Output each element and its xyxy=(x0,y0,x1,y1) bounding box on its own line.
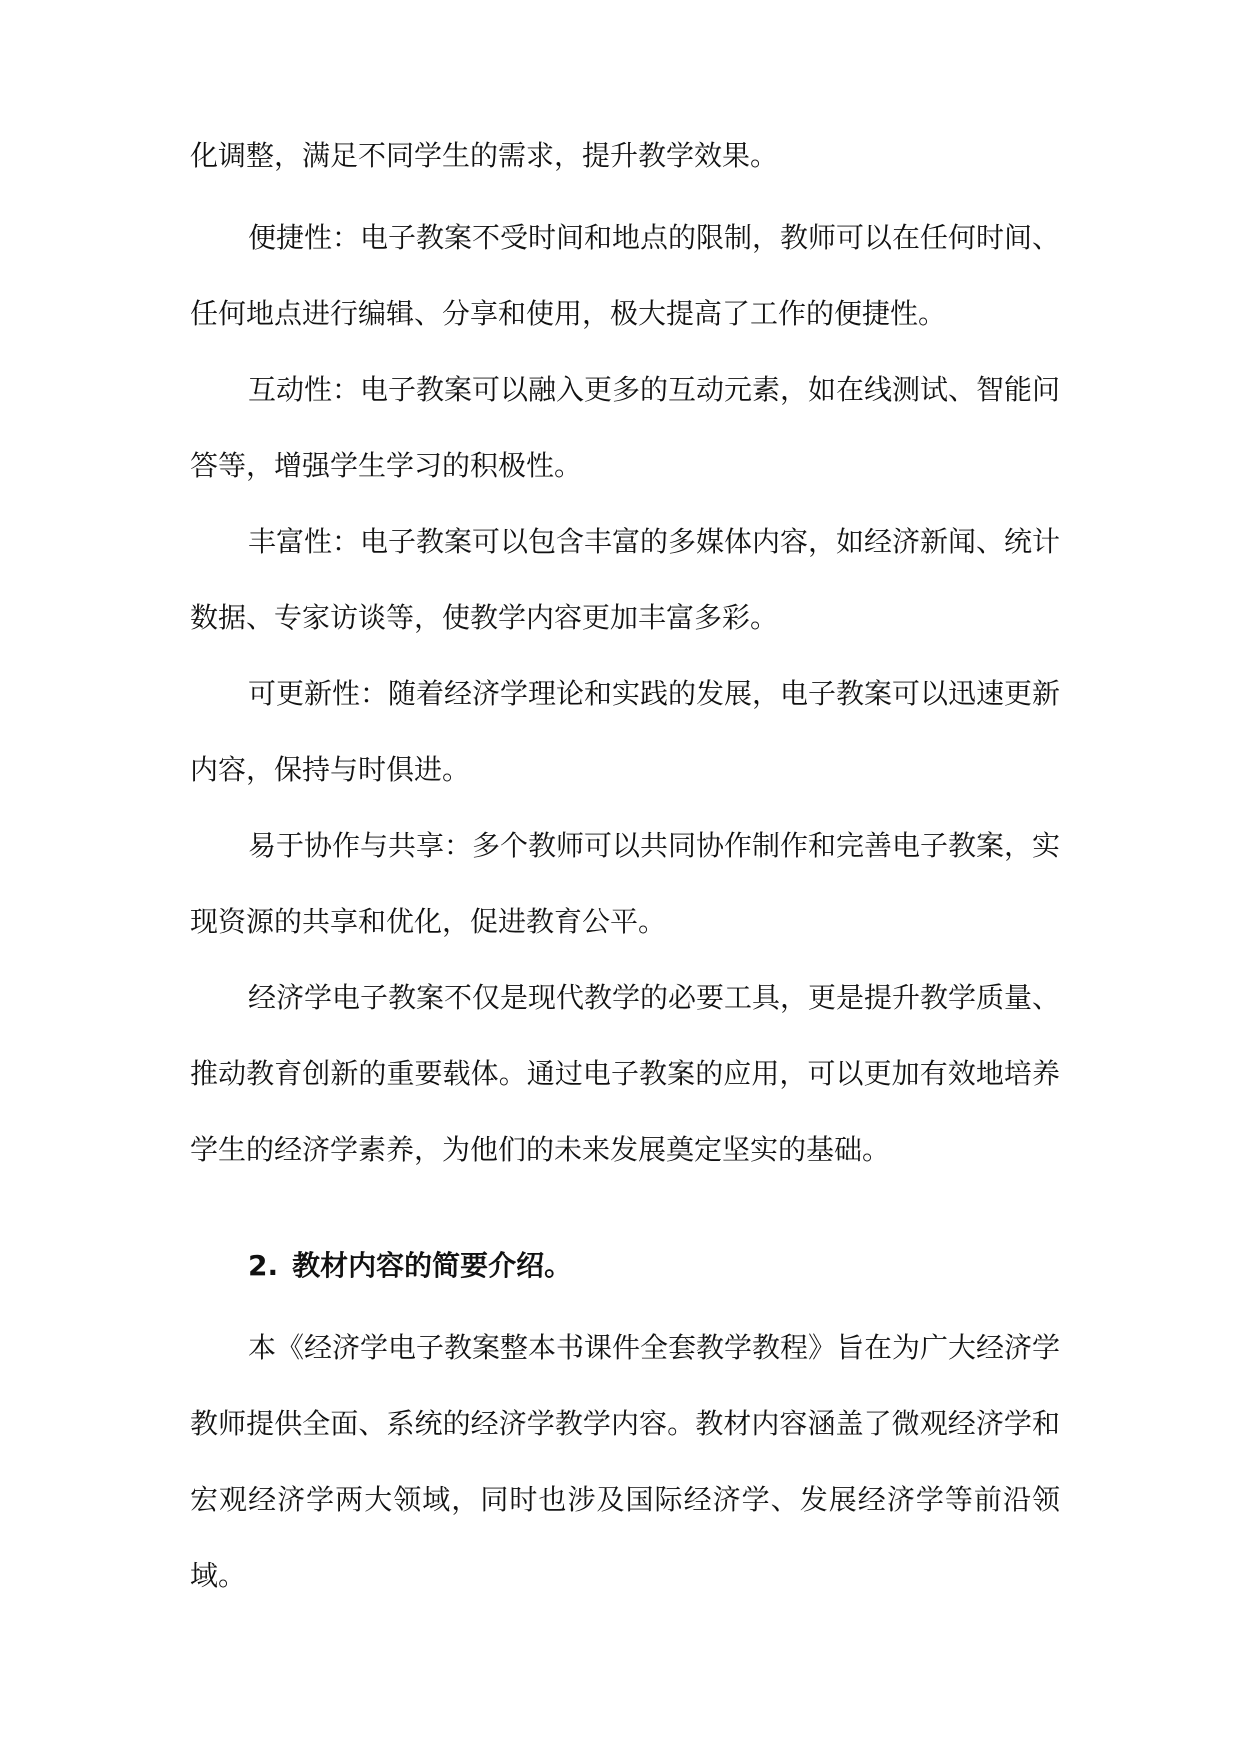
paragraph-interactivity: 互动性：电子教案可以融入更多的互动元素，如在线测试、智能问答等，增强学生学习的积极性。 xyxy=(190,373,1061,482)
section-heading xyxy=(248,1228,1048,1304)
section-title: 教材内容的简要介绍。 xyxy=(292,1249,573,1282)
paragraph-continuation: 化调整，满足不同学生的需求，提升教学效果。 xyxy=(190,139,779,172)
paragraph-updatability: 可更新性：随着经济学理论和实践的发展，电子教案可以迅速更新内容，保持与时俱进。 xyxy=(190,677,1061,786)
paragraph-collaboration: 易于协作与共享：多个教师可以共同协作制作和完善电子教案，实现资源的共享和优化，促进教育公平。 xyxy=(190,829,1061,938)
paragraph-textbook-intro: 本《经济学电子教案整本书课件全套教学教程》旨在为广大经济学教师提供全面、系统的经济学教学内容。教材内容涵盖了微观经济学和宏观经济学两大领域，同时也涉及国际经济学、发展经济学等前沿领域。 xyxy=(190,1331,1061,1592)
paragraph-richness: 丰富性：电子教案可以包含丰富的多媒体内容，如经济新闻、统计数据、专家访谈等，使教学内容更加丰富多彩。 xyxy=(190,525,1061,634)
paragraph-summary: 经济学电子教案不仅是现代教学的必要工具，更是提升教学质量、推动教育创新的重要载体。通过电子教案的应用，可以更加有效地培养学生的经济学素养，为他们的未来发展奠定坚实的基础。 xyxy=(190,981,1061,1166)
section-number: 2. xyxy=(248,1249,279,1282)
paragraph-convenience: 便捷性：电子教案不受时间和地点的限制，教师可以在任何时间、任何地点进行编辑、分享和使用，极大提高了工作的便捷性。 xyxy=(190,221,1061,330)
